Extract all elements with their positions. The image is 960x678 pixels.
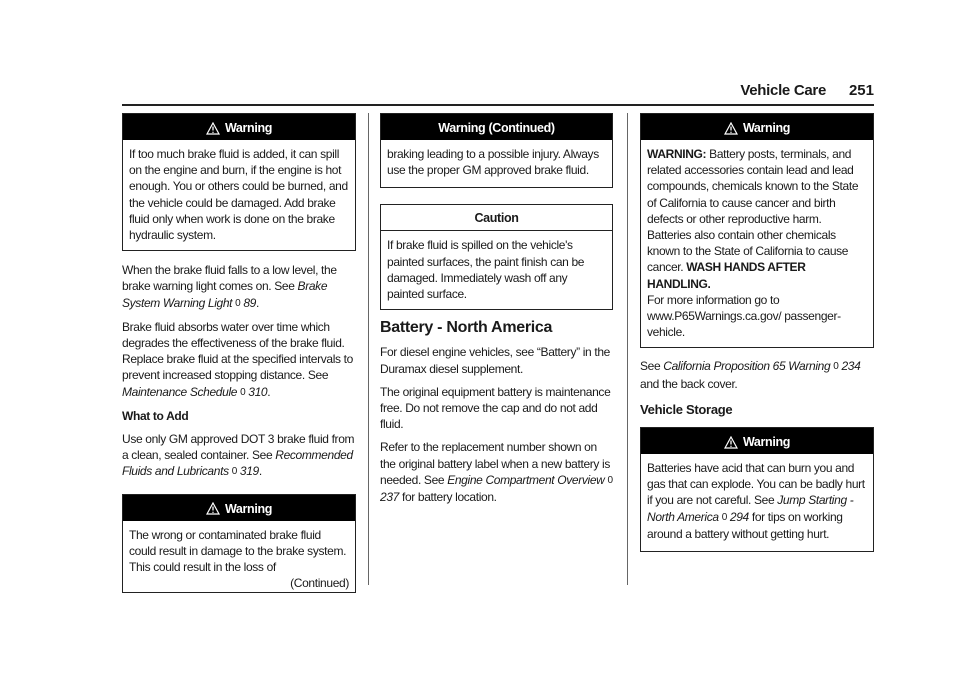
more-info-text: For more information go to www.P65Warnings.ca.gov/ passenger-vehicle. xyxy=(647,292,841,340)
page-ref-237[interactable]: 237 xyxy=(380,490,399,505)
page-header xyxy=(122,82,874,106)
wash-hands-notice: WASH HANDS AFTER HANDLING. xyxy=(647,260,806,291)
column-3 xyxy=(640,113,874,552)
section-heading-battery: Battery - North America xyxy=(380,319,553,337)
page-ref-icon: 0 xyxy=(235,297,241,309)
xref-jump-starting[interactable]: Jump Starting - North America xyxy=(647,493,854,524)
paragraph-maintenance-free: The original equipment battery is maintenance free. Do not remove the cap and do not add fluid. xyxy=(380,384,611,432)
page-ref-icon: 0 xyxy=(833,361,839,373)
page-ref-89[interactable]: 89 xyxy=(243,295,257,310)
warning-label: Warning xyxy=(742,434,791,449)
paragraph-brake-warning: When the brake fluid falls to a low level, the brake warning light comes on. See Brake System Warning Light 0 89. xyxy=(122,263,337,310)
warning-label: Warning xyxy=(224,501,273,516)
caution-text: If brake fluid is spilled on the vehicle's painted surfaces, the paint finish can be damaged. Immediately wash off any painted surface. xyxy=(387,238,585,302)
warning-text xyxy=(123,521,355,593)
page-number: 251 xyxy=(848,82,874,99)
column-divider xyxy=(368,113,369,585)
page-ref-icon: 0 xyxy=(607,474,613,486)
caution-box-paint xyxy=(380,204,613,310)
warning-text: WARNING: Battery posts, terminals, and related accessories contain lead and lead compounds, chemicals known to the State of California to cause cancer and birth defects or other reproductive harm. Batteries also contain other chemicals known to the State of California to cause cancer. WASH HANDS AFTER HANDLING. For more information go to www.P65Warnings.ca.gov/ passenger-vehicle. xyxy=(641,140,873,347)
warning-header xyxy=(641,114,873,140)
column-1 xyxy=(122,113,356,593)
paragraph-replacement: Refer to the replacement number shown on the original battery label when a new battery is needed. See Engine Compartment Overview 0 237 for battery location. xyxy=(380,440,613,505)
column-divider xyxy=(627,113,628,585)
warning-box-wrong-fluid xyxy=(122,494,356,594)
warning-header xyxy=(641,428,873,454)
warning-triangle-icon xyxy=(724,122,738,135)
xref-maintenance-schedule[interactable]: Maintenance Schedule xyxy=(122,384,238,399)
continued-label: (Continued) xyxy=(290,576,349,591)
warning-triangle-icon xyxy=(206,122,220,135)
warning-box-battery-acid xyxy=(640,427,874,552)
warning-header xyxy=(123,114,355,140)
xref-recommended-fluids[interactable]: Recommended Fluids and Lubricants xyxy=(122,448,353,479)
warning-triangle-icon xyxy=(206,502,220,515)
page-ref-294[interactable]: 294 xyxy=(729,509,749,524)
subheading-what-to-add: What to Add xyxy=(122,408,189,423)
warning-text: If too much brake fluid is added, it can spill on the engine and burn, if the engine is hot enough. You or others could be burned, and the vehicle could be damaged. Add brake fluid only when work is done on the brake hydraulic system. xyxy=(129,147,348,243)
column-2 xyxy=(380,113,613,512)
paragraph-see-prop65: See California Proposition 65 Warning 0 234 and the back cover. xyxy=(640,359,861,391)
warning-header: Warning (Continued) xyxy=(381,114,612,140)
warning-header xyxy=(123,495,355,521)
xref-engine-compartment[interactable]: Engine Compartment Overview xyxy=(447,472,605,487)
xref-california-prop65[interactable]: California Proposition 65 Warning xyxy=(663,359,831,374)
warning-text: braking leading to a possible injury. Always use the proper GM approved brake fluid. xyxy=(387,147,599,178)
page-ref-icon: 0 xyxy=(231,466,237,478)
warning-box-prop65 xyxy=(640,113,874,348)
warning-text: Batteries have acid that can burn you and gas that can explode. You can be badly hurt if you are not careful. See Jump Starting - North America 0 294 for tips on working around a battery without getting hurt. xyxy=(647,461,865,541)
warning-label: Warning xyxy=(742,120,791,135)
caution-header: Caution xyxy=(381,205,612,231)
page-ref-icon: 0 xyxy=(240,386,246,398)
warning-box-brake-fluid-overfill xyxy=(122,113,356,251)
warning-triangle-icon xyxy=(724,436,738,449)
page-ref-310[interactable]: 310 xyxy=(248,384,268,399)
page-ref-icon: 0 xyxy=(721,511,727,523)
paragraph-use-only-gm: Use only GM approved DOT 3 brake fluid from a clean, sealed container. See Recommended Fluids and Lubricants 0 319. xyxy=(122,432,355,479)
xref-brake-system-warning-light[interactable]: Brake System Warning Light xyxy=(122,279,328,310)
paragraph-brake-fluid-absorbs: Brake fluid absorbs water over time which degrades the effectiveness of the brake fluid. Replace brake fluid at the specified intervals to prevent increased stopping distance. See Maintenance Schedule 0 310. xyxy=(122,319,353,399)
warning-lead: WARNING: xyxy=(647,147,707,161)
page-ref-234[interactable]: 234 xyxy=(841,359,861,374)
subheading-vehicle-storage: Vehicle Storage xyxy=(640,401,733,417)
section-title: Vehicle Care xyxy=(740,82,826,99)
warning-box-continued xyxy=(380,113,613,188)
page-ref-319[interactable]: 319 xyxy=(239,464,259,479)
paragraph-diesel: For diesel engine vehicles, see “Battery” in the Duramax diesel supplement. xyxy=(380,345,610,376)
warning-label: Warning xyxy=(224,120,273,135)
warning-body: The wrong or contaminated brake fluid could result in damage to the brake system. This could result in the loss of xyxy=(129,527,347,575)
